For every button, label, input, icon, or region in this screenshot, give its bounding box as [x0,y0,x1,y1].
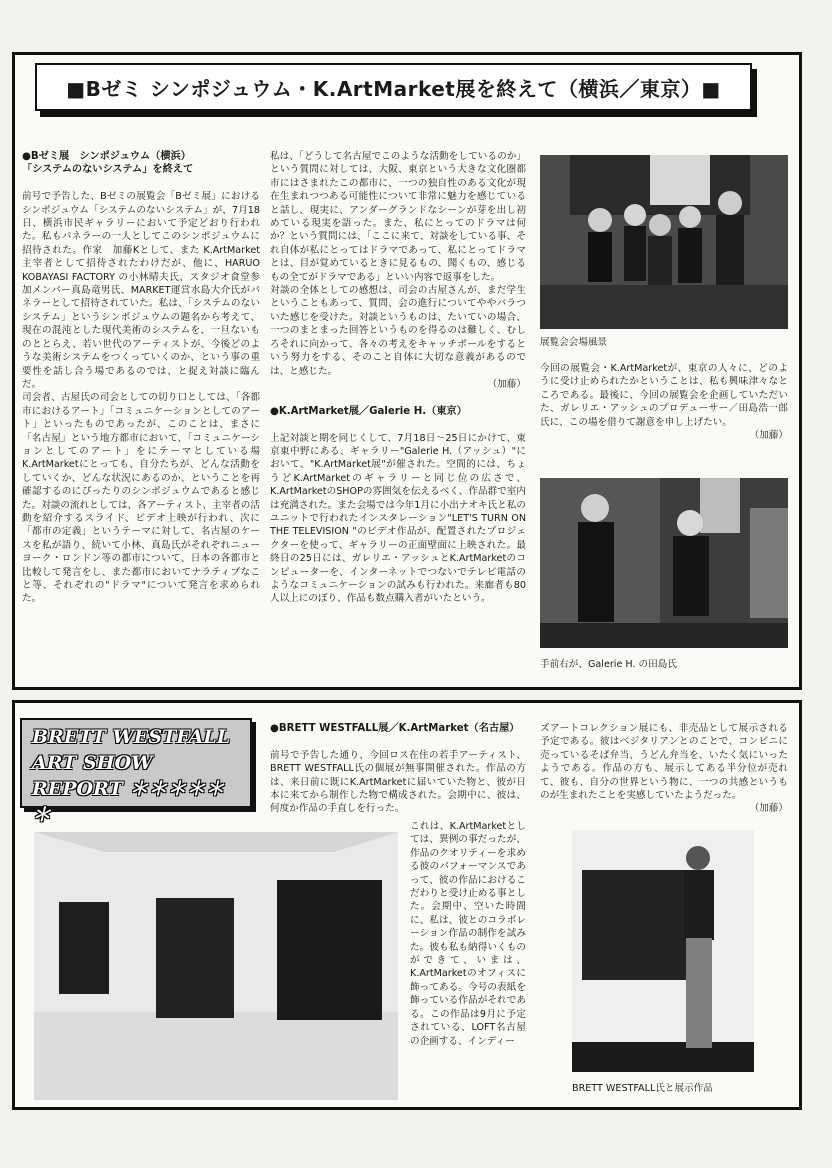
author-credit: （加藤） [749,803,788,815]
article-column-3 [540,362,788,442]
paragraph: 上記対談と期を同じくして、7月18日〜25日にかけて、東京東中野にある、ギャラリー"Galerie H.（アッシュ）"において、"K.ArtMarket展"が催された。空間的には、ちょうどK.ArtMarketのギャラリーと同じ位の広さで、K.ArtMarketのSHOPの雰囲気を伝えるべく、作品群で室内は充満された。また会場では今年1月に小出ナオキ氏と私のユニットで行われたインスタレーション"LET'S TURN ON THE TELEVISION "のビデオ作品が、配置されたプロジェクターを使って、ギャラリーの正面壁面に上映された。最終日の25日には、ガレリエ・アッシュとK.ArtMarketのコンピューターを、インターネットでつないでテレビ電話のようなコミュニケーションの試みも行われた。来廊者も80人以上にのぼり、作品も数点購入者がいたという。 [270,432,530,605]
exhibition-wall-photo [34,832,398,1100]
badge-line: ART SHOW [32,752,153,774]
badge-line: REPORT ＊＊＊＊＊＊ [32,778,225,826]
report-badge [20,718,252,826]
section-subheading-symposium: 「システムのないシステム」を終えて [22,164,194,176]
bottom-column-2 [410,820,526,1048]
galerie-h-photo [540,478,788,648]
author-credit: （加藤） [487,378,526,390]
paragraph: 前号で予告した、Bゼミの展覧会「Bゼミ展」におけるシンポジュウム「システムのないシステム」が、7月18日、横浜市民ギャラリーにおいて予定どおり行われた。私もパネラーの一人としてこのシンポジュウムに招待された。作家 加藤Kとして、また K.ArtMarket主宰者として招待されたわけだが、他に、HARUO KOBAYASI FACTORY の小林晴夫氏、スタジオ食堂参加メンバー真島竜男氏、MARKET運営水島大介氏がパネラーとして招待されていた。私は、「システムのないシステム」というシンポジュウムの題名から考えて、現在の混沌とした現代美術のシステムを、一旦ないものととらえ、若い世代のアーティストが、今後どのような美術システムをつくっていくのか、という事の重要性を話し合う場であるのでは、と捉え対談に臨んだ。 [22,191,264,390]
paragraph: 私は、「どうして名古屋でこのような活動をしているのか」という質問に対しては、大阪、東京という大きな文化圏都市にはさまれたこの都市に、一つの独自性のある文化が現在生まれつつある可能性について非常に魅力を感じていると話し、現実に、アンダーグランドなシーンが芽を出し初めている現実を語った。また、私にとってのドラマは何か？という質問には、「ここに来て、対談をしている事、それ自体が私にとってはドラマであって、私にとってドラマとは、目が覚めているときに見るもの、聞くもの、感じるもの全てがドラマである」といい内容で返事をした。 [270,151,526,283]
badge-line: BRETT WESTFALL [32,726,231,748]
photo-caption: BRETT WESTFALL氏と展示作品 [572,1083,713,1094]
section-heading-galerie-h: ●K.ArtMarket展／Galerie H.（東京） [270,405,467,417]
author-credit: （加藤） [749,430,788,442]
artist-photo [572,830,754,1072]
paragraph: 今回の展覧会・K.ArtMarketが、東京の人々に、どのように受け止められたかということは、私も興味津々なところである。最後に、今回の展覧会を企画していただいた、ガレリエ・アッシュのプロデューサー／田島浩一郎氏に、この場を借りて謝意を申し上げたい。 [540,363,788,428]
photo-caption: 展覧会会場風景 [540,337,608,348]
article-column-2 [270,150,530,606]
section-heading-brett: ●BRETT WESTFALL展／K.ArtMarket（名古屋） [270,723,520,734]
paragraph: 前号で予告した通り、今回ロス在住の若手アーティスト、BRETT WESTFALL氏の個展が無事開催された。作品の方は、来日前に既にK.ArtMarketに届いていた物と、彼が日本に来てから制作した物で構成された。会期中に、彼は、何度か作品の手直しを行った。 [270,749,526,815]
paragraph: 司会者、古屋氏の司会としての切り口としては、「各都市におけるアート」「コミュニケーションとしてのアート」といったものであったが、このことは、まさに「名古屋」という地方都市において、「コミュニケーションとしてのアート」をにテーマとしている場K.ArtMarketにとっても、自分たちが、どんな活動をしていくか、どんな状況にあるのか、ということを再確認するのにぴったりのシンポジュウムであると感じた。対談の流れとしては、各アーティスト、主宰者の活動を紹介するスライド、ビデオ上映が行われ、次に「都市の定義」というテーマに対して、名古屋のケースを私が語り、続いて小林、真島氏がそれぞれニューヨーク・ロンドン等の都市について、日本の各都市と比較して発言をし、また都市においてナラティブなこと等、それぞれの"ドラマ"について発言を求められた。 [22,392,260,605]
exhibition-venue-photo [540,155,788,329]
section-heading-symposium: ●Bゼミ展 シンポジュウム（横浜） [22,151,191,162]
photo-caption: 手前右が、Galerie H. の田島氏 [540,659,677,670]
paragraph: 対談の全体としての感想は、司会の古屋さんが、まだ学生ということもあって、質問、会の進行についてややバラついた感じを受けた。対談というものは、たいていの場合、一つのまとまった回答というものを得るのは難しく、むしろそれに向かって、各々の考えをキャッチボールをするという努力をする、そのこと自体に大切な意義があるのでは、と感じた。 [270,285,526,377]
bottom-column-3 [540,722,788,816]
article-column-1 [22,150,264,606]
bottom-column-1 [270,722,526,816]
paragraph: ズアートコレクション展にも、非売品として展示される予定である。彼はベジタリアンとのことで、コンビニに売っているそば弁当、うどん弁当を、いたく気にいったようである。作品の方も、展示してある半分位が売れて、彼も、自分の世界という物に、一つの共感というものが生まれたことを実感していたようだった。 [540,723,788,802]
paragraph: これは、K.ArtMarketとしては、異例の事だったが、作品のクオリティーを求める彼のパフォーマンスであって、彼の作品におけるこだわりと受け止める事とした。会期中、空いた時間に、私は、彼とのコラボレーション作品の制作を試みた。彼も私も納得いくものができて、いまは、K.ArtMarketのオフィスに飾ってある。今号の表紙を飾っている作品がそれである。この作品は9月に予定されている、LOFT名古屋の企画する、インディー [410,821,526,1047]
page-title: ■Bゼミ シンポジュウム・K.ArtMarket展を終えて（横浜／東京）■ [35,63,752,111]
